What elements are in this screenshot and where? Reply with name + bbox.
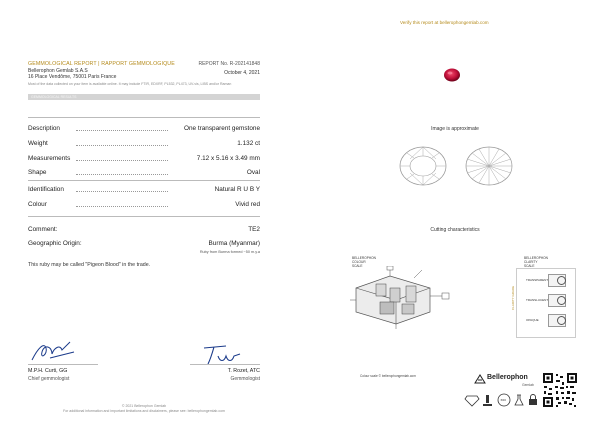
pavilion-view-drawing (464, 145, 514, 187)
field-identification (28, 186, 260, 194)
gem-icon (465, 396, 479, 406)
lock-icon (529, 395, 537, 406)
report-number: REPORT No. R-202141848 (198, 61, 260, 67)
clarity-ring-icon (557, 276, 566, 285)
company-name: Bellerophon Gemlab S.A.S (28, 68, 88, 74)
leader-dots (76, 160, 168, 161)
badge-icons (464, 392, 544, 408)
leader-dots (76, 191, 168, 192)
divider (28, 216, 260, 217)
leader-dots (76, 206, 168, 207)
crown-view-drawing (398, 145, 448, 187)
clarity-item-label: TRANSPARENT (526, 278, 549, 282)
signature-curti (30, 338, 76, 364)
brand-sub: Gemlab (522, 383, 534, 387)
origin-label: Geographic Origin: (28, 240, 82, 247)
clarity-scale-label-line: BELLEROPHON (524, 256, 548, 260)
signature-line (190, 364, 260, 365)
report-title: GEMMOLOGICAL REPORT | RAPPORT GEMMOLOGIQUE (28, 61, 175, 67)
verify-link[interactable]: Verify this report at bellerophongemlab.com (400, 20, 489, 25)
leader-dots (76, 145, 168, 146)
leader-dots (76, 174, 168, 175)
rotate-360-icon (498, 394, 510, 406)
footer-copyright: © 2021 Bellerophon Gemlab (121, 404, 167, 408)
section-bar (28, 94, 260, 100)
section-bar-label: GEMMOLOGICAL RESULTS (31, 95, 77, 99)
field-value: Vivid red (235, 201, 260, 208)
cutting-caption: Cutting characteristics (430, 227, 480, 233)
lab-flask-icon (515, 395, 523, 405)
field-label: Weight (28, 140, 48, 147)
report-date: October 4, 2021 (224, 70, 260, 76)
clarity-translucent (526, 294, 576, 308)
clarity-transparent (526, 274, 576, 288)
origin-note: Ruby from Burma formed ~50 m.y.a (199, 250, 260, 254)
field-weight (28, 140, 260, 148)
field-colour (28, 201, 260, 209)
field-label: Identification (28, 186, 64, 193)
signer-name: T. Rozet, ATC (227, 368, 260, 374)
divider (28, 180, 260, 181)
fineprint: Most of the data collected on your item is available online. It may include FTIR, EDXRF, PL532, PL473, UV-vis, LIBS and/or Raman (28, 82, 232, 86)
field-measurements (28, 155, 260, 163)
brand-name: Bellerophon (487, 374, 528, 381)
origin-value: Burma (Myanmar) (208, 240, 260, 247)
field-value: 1.132 ct (237, 140, 260, 147)
comment-value: TE2 (248, 226, 260, 233)
clarity-side-label: CLARITY GRADE (511, 285, 515, 310)
field-value: 7.12 x 5.16 x 3.49 mm (196, 155, 260, 162)
signature-rozet (200, 340, 244, 366)
field-label: Measurements (28, 155, 71, 162)
field-label: Shape (28, 169, 47, 176)
field-label: Description (28, 125, 60, 132)
field-description (28, 125, 260, 133)
signer-name: M.P.H. Curti, GG (28, 368, 68, 374)
field-value: One transparent gemstone (183, 125, 260, 132)
colour-scale-diagram (350, 266, 460, 330)
ruby-image (442, 66, 462, 84)
field-label: Colour (28, 201, 47, 208)
comment-label: Comment: (28, 226, 58, 233)
qr-code-icon[interactable] (542, 372, 578, 408)
colour-scale-label-line: COLOUR (352, 260, 366, 264)
clarity-ring-icon (557, 296, 566, 305)
divider (28, 117, 260, 118)
field-value: Oval (246, 169, 260, 176)
footer-disclaimer: For additional information and important limitations and disclaimers, please see: bellerophongemlab.com (63, 409, 225, 413)
bellerophon-logo-icon (474, 374, 486, 384)
clarity-opaque (526, 314, 576, 328)
field-value: Natural R U B Y (214, 186, 260, 193)
image-caption: Image is approximate (431, 126, 479, 132)
clarity-ring-icon (557, 316, 566, 325)
clarity-scale-label-line: CLARITY (524, 260, 538, 264)
signer-role: Chief gemmologist (28, 376, 70, 382)
clarity-scale-label-line: SCALE (524, 264, 535, 268)
colour-scale-label-line: SCALE (352, 264, 363, 268)
signer-role: Gemmologist (230, 376, 260, 382)
clarity-item-label: OPAQUE (526, 318, 539, 322)
field-shape (28, 169, 260, 177)
clarity-item-label: TRANSLUCENT (526, 298, 549, 302)
microscope-icon (483, 395, 492, 406)
scale-note: Colour scale © bellerophongemlab.com (360, 374, 416, 378)
pigeon-note: This ruby may be called "Pigeon Blood" in the trade. (28, 262, 151, 268)
company-address: 16 Place Vendôme, 75001 Paris France (28, 74, 117, 80)
clarity-scale-label (524, 256, 548, 268)
svg-text:360: 360 (500, 398, 507, 403)
leader-dots (76, 130, 168, 131)
signature-line (28, 364, 98, 365)
colour-scale-label-line: BELLEROPHON (352, 256, 376, 260)
